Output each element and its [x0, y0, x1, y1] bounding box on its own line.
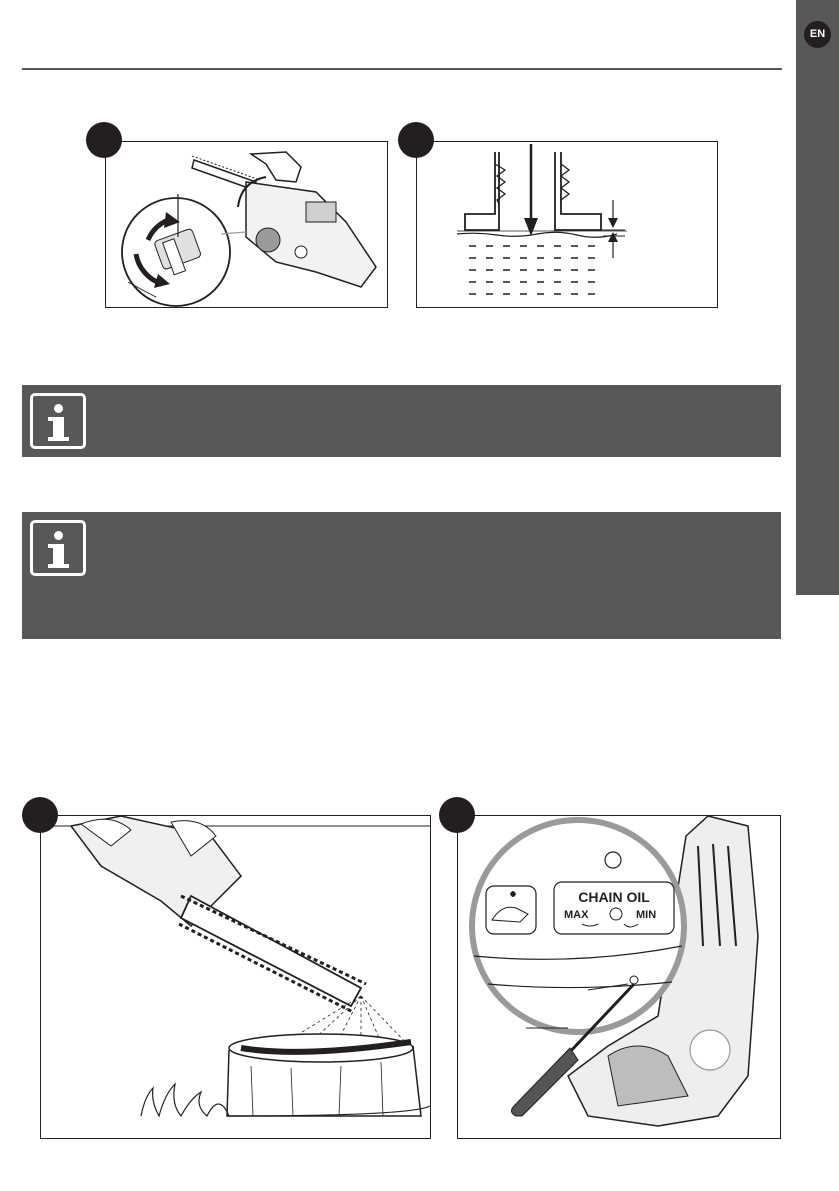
chain-oil-illustration — [458, 816, 780, 1138]
min-label: MIN — [636, 909, 657, 921]
info-box-2 — [22, 512, 781, 639]
max-label: MAX — [564, 909, 589, 921]
header-rule — [22, 68, 782, 70]
depth-gauge-diagram — [417, 142, 717, 307]
info-box-1 — [22, 385, 781, 457]
info-icon — [30, 520, 86, 576]
figure-4-chain-oil-adjustment — [457, 815, 781, 1139]
oil-spray-illustration — [41, 816, 430, 1138]
figure-2-depth-gauge — [416, 141, 718, 308]
chainsaw-tension-illustration — [106, 142, 387, 307]
info-icon — [30, 393, 86, 449]
figure-2-marker — [398, 122, 434, 158]
language-side-tab — [796, 0, 839, 595]
figure-3-marker — [22, 797, 58, 833]
figure-1-marker — [86, 122, 122, 158]
language-badge: EN — [804, 21, 831, 48]
figure-1-chain-tension — [105, 141, 388, 308]
figure-3-oil-spray-test — [40, 815, 431, 1139]
chain-oil-label: CHAIN OIL — [578, 889, 650, 905]
figure-4-marker — [439, 797, 475, 833]
